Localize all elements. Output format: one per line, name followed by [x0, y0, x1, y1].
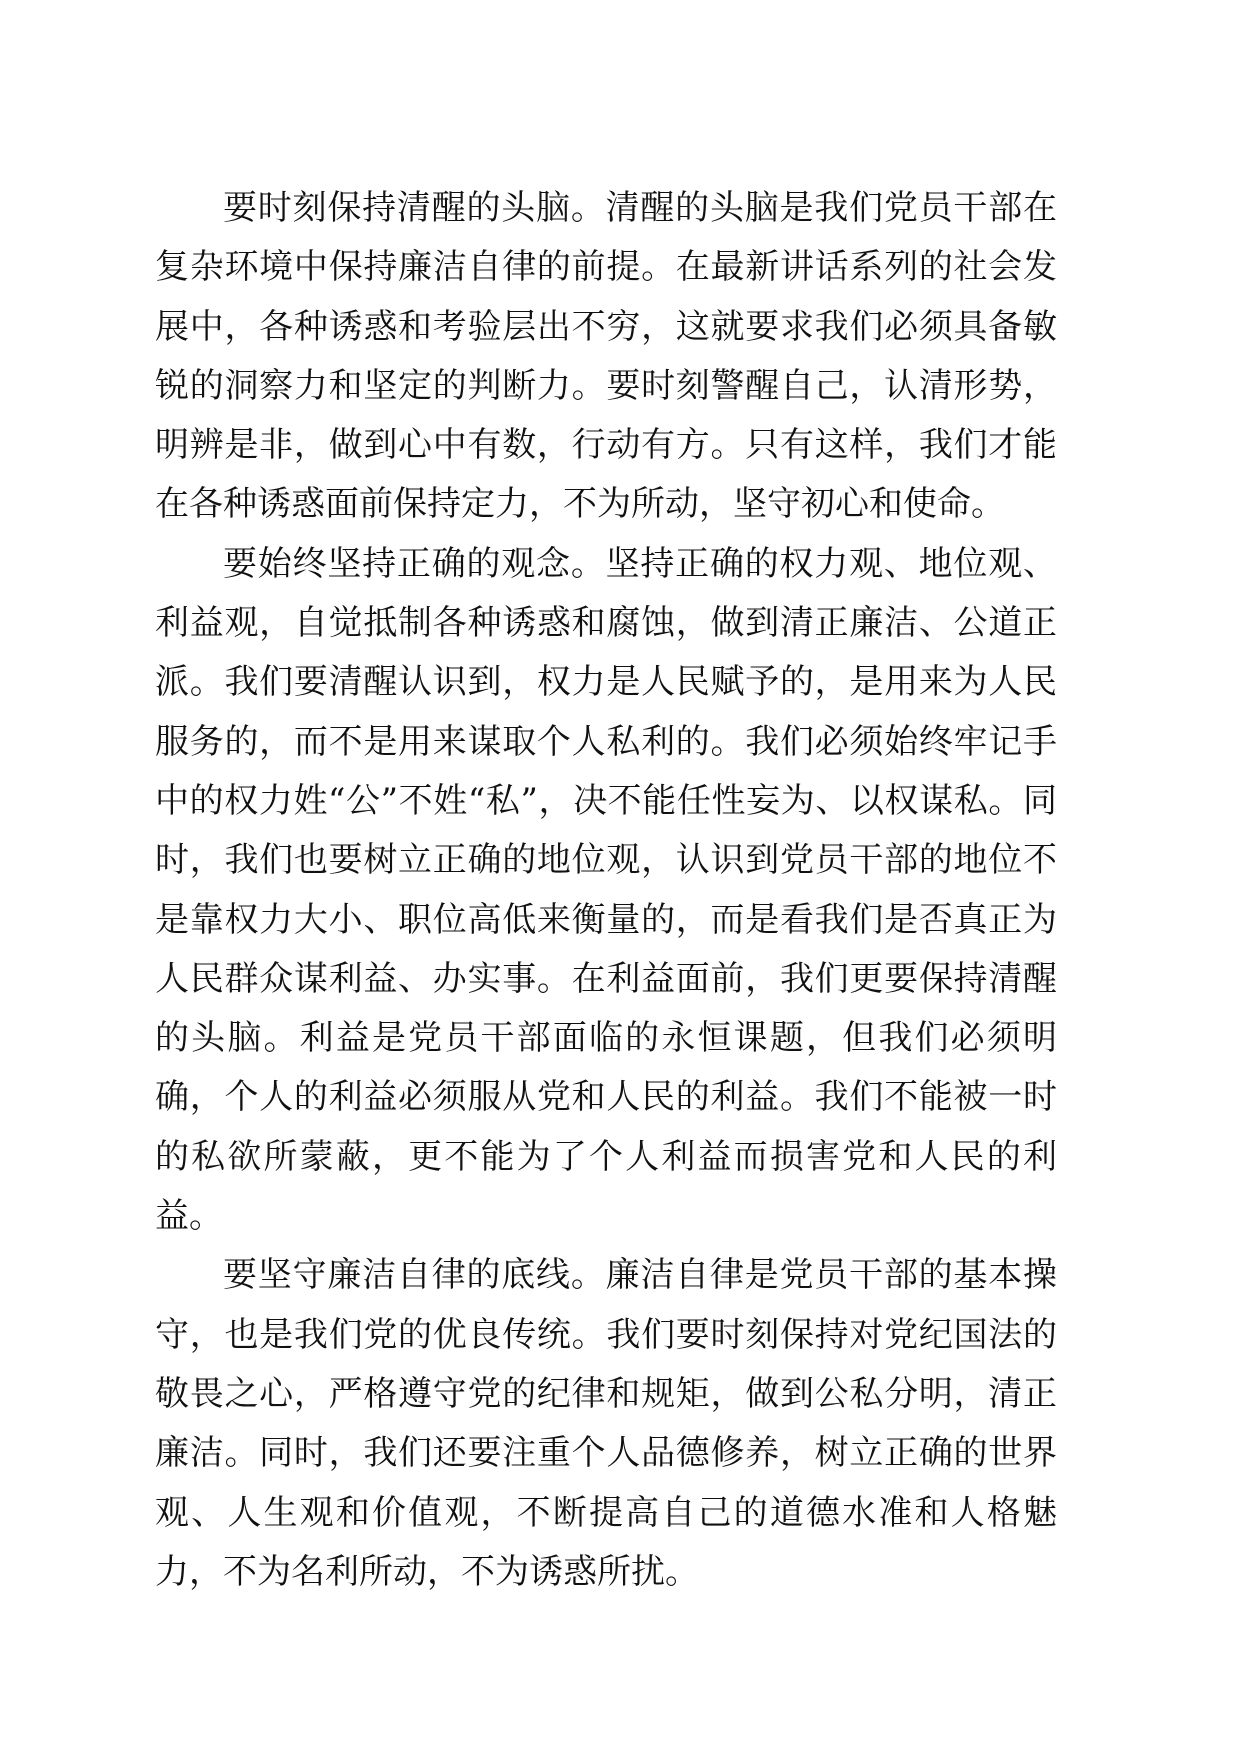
- paragraph-integrity-bottom-line: 要坚守廉洁自律的底线。廉洁自律是党员干部的基本操守，也是我们党的优良传统。我们要时刻保持对党纪国法的敬畏之心，严格遵守党的纪律和规矩，做到公私分明，清正廉洁。同时，我们还要注重个人品德修养，树立正确的世界观、人生观和价值观，不断提高自己的道德水准和人格魅力，不为名利所动，不为诱惑所扰。: [155, 1255, 1057, 1592]
- paragraph-clear-mind: 要时刻保持清醒的头脑。清醒的头脑是我们党员干部在复杂环境中保持廉洁自律的前提。在最新讲话系列的社会发展中，各种诱惑和考验层出不穷，这就要求我们必须具备敏锐的洞察力和坚定的判断力。要时刻警醒自己，认清形势，明辨是非，做到心中有数，行动有方。只有这样，我们才能在各种诱惑面前保持定力，不为所动，坚守初心和使命。: [155, 188, 1057, 525]
- document-body: [155, 179, 1057, 1602]
- paragraph-correct-concepts: 要始终坚持正确的观念。坚持正确的权力观、地位观、利益观，自觉抵制各种诱惑和腐蚀，做到清正廉洁、公道正派。我们要清醒认识到，权力是人民赋予的，是用来为人民服务的，而不是用来谋取个人私利的。我们必须始终牢记手中的权力姓“公”不姓“私”，决不能任性妄为、以权谋私。同时，我们也要树立正确的地位观，认识到党员干部的地位不是靠权力大小、职位高低来衡量的，而是看我们是否真正为人民群众谋利益、办实事。在利益面前，我们更要保持清醒的头脑。利益是党员干部面临的永恒课题，但我们必须明确，个人的利益必须服从党和人民的利益。我们不能被一时的私欲所蒙蔽，更不能为了个人利益而损害党和人民的利益。: [155, 543, 1057, 1237]
